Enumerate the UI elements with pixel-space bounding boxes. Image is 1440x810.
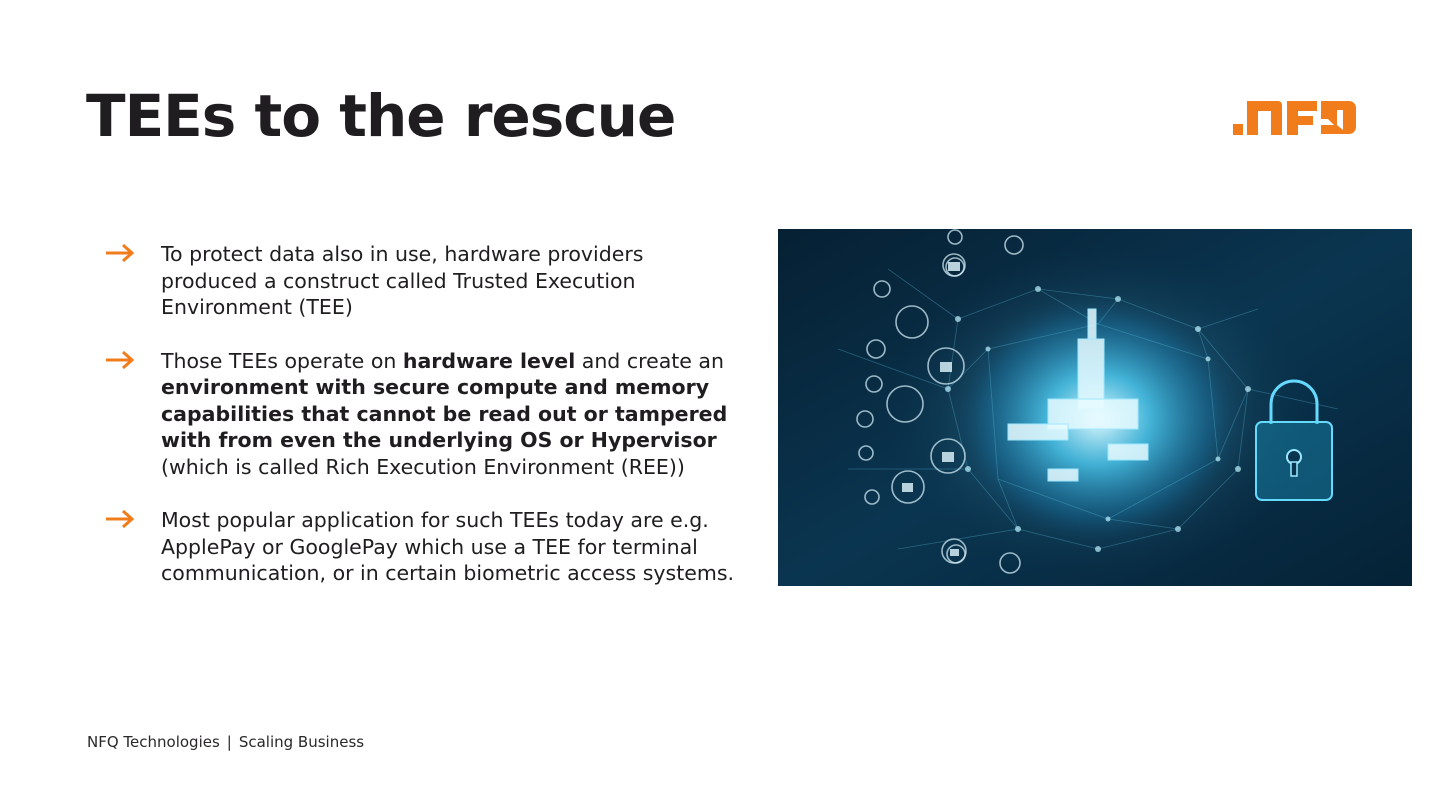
bullet-text-bold: environment with secure compute and memory capabilities that cannot be read out or tampered with from even the underlying OS or Hypervisor	[161, 375, 728, 452]
arrow-right-icon	[104, 242, 136, 264]
bullet-text: Those TEEs operate on	[161, 348, 403, 373]
bullet-text: and create an	[575, 348, 724, 373]
nfq-logo	[1232, 99, 1358, 136]
footer	[87, 733, 364, 751]
cybersecurity-illustration	[778, 229, 1412, 586]
arrow-right-icon	[104, 349, 136, 371]
bullet-text: (which is called Rich Execution Environment (REE))	[161, 454, 685, 479]
slide-title: TEEs to the rescue	[86, 82, 676, 150]
bullet-item	[104, 507, 744, 587]
bullet-text: Most popular application for such TEEs today are e.g. ApplePay or GooglePay which use a TEE for terminal communication, or in certain biometric access systems.	[161, 508, 735, 585]
bullet-text: To protect data also in use, hardware providers produced a construct called Trusted Execution Environment (TEE)	[161, 242, 644, 319]
arrow-right-icon	[104, 508, 136, 530]
footer-tagline: Scaling Business	[238, 733, 365, 751]
bullet-item	[104, 241, 744, 321]
bullet-list	[104, 241, 744, 587]
bullet-item	[104, 348, 744, 481]
footer-separator: |	[226, 733, 232, 751]
bullet-text-bold: hardware level	[402, 348, 576, 373]
footer-company: NFQ Technologies	[87, 733, 220, 751]
